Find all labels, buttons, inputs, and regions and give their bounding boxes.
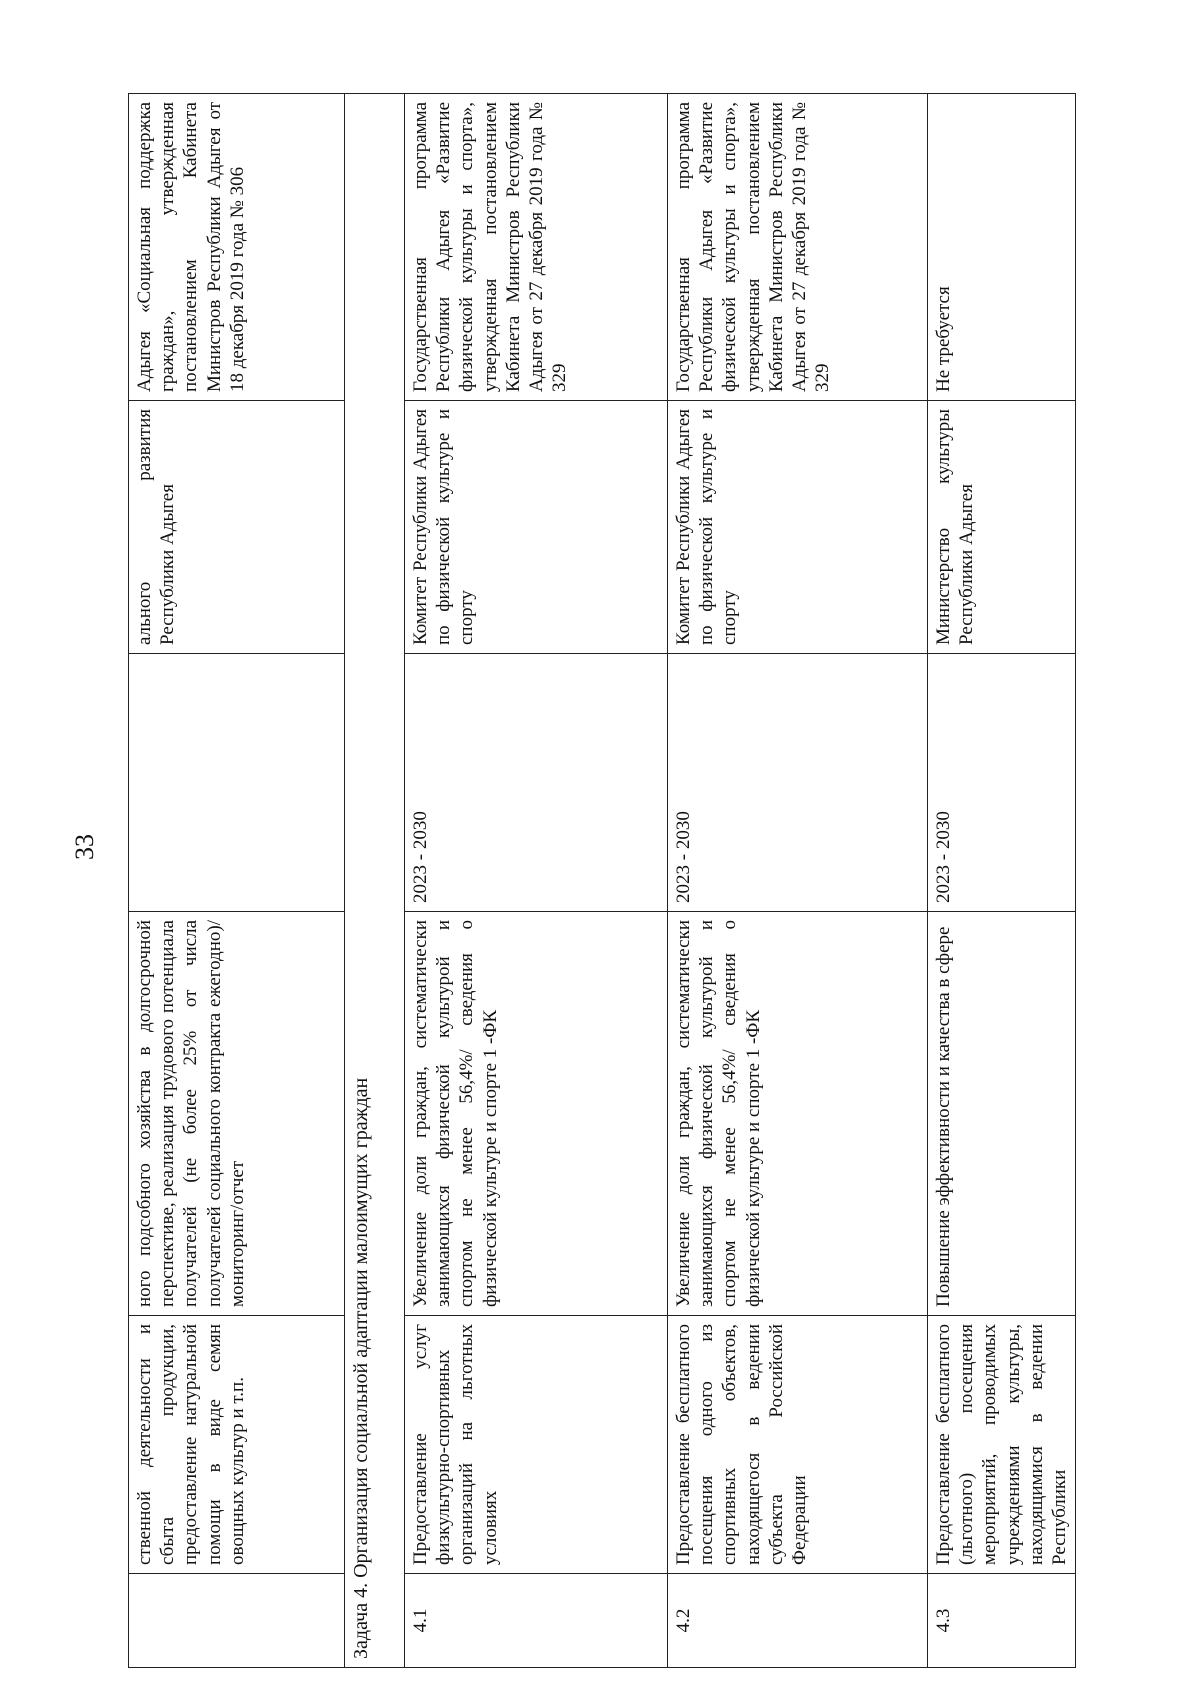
row-number-cell: 4.1 [405, 1574, 668, 1668]
result-cell: Увеличение доли граждан, систематически занимающихся физической культурой и спортом не менее 56,4%/ сведения о физической культуре и спорте 1 -ФК [405, 912, 668, 1316]
result-cell: Увеличение доли граждан, систематически занимающихся физической культурой и спортом не менее 56,4%/ сведения о физической культуре и спорте 1 -ФК [668, 912, 928, 1316]
row-number-cell: 4.2 [668, 1574, 928, 1668]
period-cell [129, 654, 345, 912]
table-row [668, 94, 928, 1668]
measure-cell: Предоставление бесплатного посещения одного из спортивных объектов, находящегося в ведении субъекта Российской Федерации [668, 1316, 928, 1574]
executor-cell: ального развития Республики Адыгея [129, 401, 345, 654]
result-cell: ного подсобного хозяйства в долгосрочной перспективе, реализация трудового потенциала получателей (не более 25% от числа получателей социального контракта ежегодно)/мониторинг/отчет [129, 912, 345, 1316]
period-cell: 2023 - 2030 [928, 654, 1076, 912]
section-title: Задача 4. Организация социальной адаптации малоимущих граждан [345, 94, 405, 1668]
section-heading-row [345, 94, 405, 1668]
executor-cell: Комитет Республики Адыгея по физической культуре и спорту [668, 401, 928, 654]
measure-cell: ственной деятельности и сбыта продукции, предоставление натуральной помощи в виде семян овощных культур и т.п. [129, 1316, 345, 1574]
measure-cell: Предоставление услуг физкультурно-спортивных организаций на льготных условиях [405, 1316, 668, 1574]
executor-cell: Комитет Республики Адыгея по физической культуре и спорту [405, 401, 668, 654]
table-row [405, 94, 668, 1668]
document-cell: Не требуется [928, 94, 1076, 401]
document-cell: Государственная программа Республики Адыгея «Развитие физической культуры и спорта», утвержденная постановлением Кабинета Министров Республики Адыгея от 27 декабря 2019 года № 329 [668, 94, 928, 401]
document-cell: Адыгея «Социальная поддержка граждан», утвержденная постановлением Кабинета Министров Республики Адыгея от 18 декабря 2019 года № 306 [129, 94, 345, 401]
executor-cell: Министерство культуры Республики Адыгея [928, 401, 1076, 654]
period-cell: 2023 - 2030 [405, 654, 668, 912]
table-row [129, 94, 345, 1668]
measures-table [128, 93, 1076, 1668]
document-cell: Государственная программа Республики Адыгея «Развитие физической культуры и спорта», утвержденная постановлением Кабинета Министров Республики Адыгея от 27 декабря 2019 года № 329 [405, 94, 668, 401]
table-row [928, 94, 1076, 1668]
measure-cell: Предоставление бесплатного (льготного) посещения мероприятий, проводимых учреждениями культуры, находящимися в ведении Республики [928, 1316, 1076, 1574]
row-number-cell [129, 1574, 345, 1668]
period-cell: 2023 - 2030 [668, 654, 928, 912]
rotated-page-content [128, 94, 1072, 1668]
result-cell: Повышение эффективности и качества в сфере [928, 912, 1076, 1316]
row-number-cell: 4.3 [928, 1574, 1076, 1668]
page-number: 33 [70, 834, 99, 860]
